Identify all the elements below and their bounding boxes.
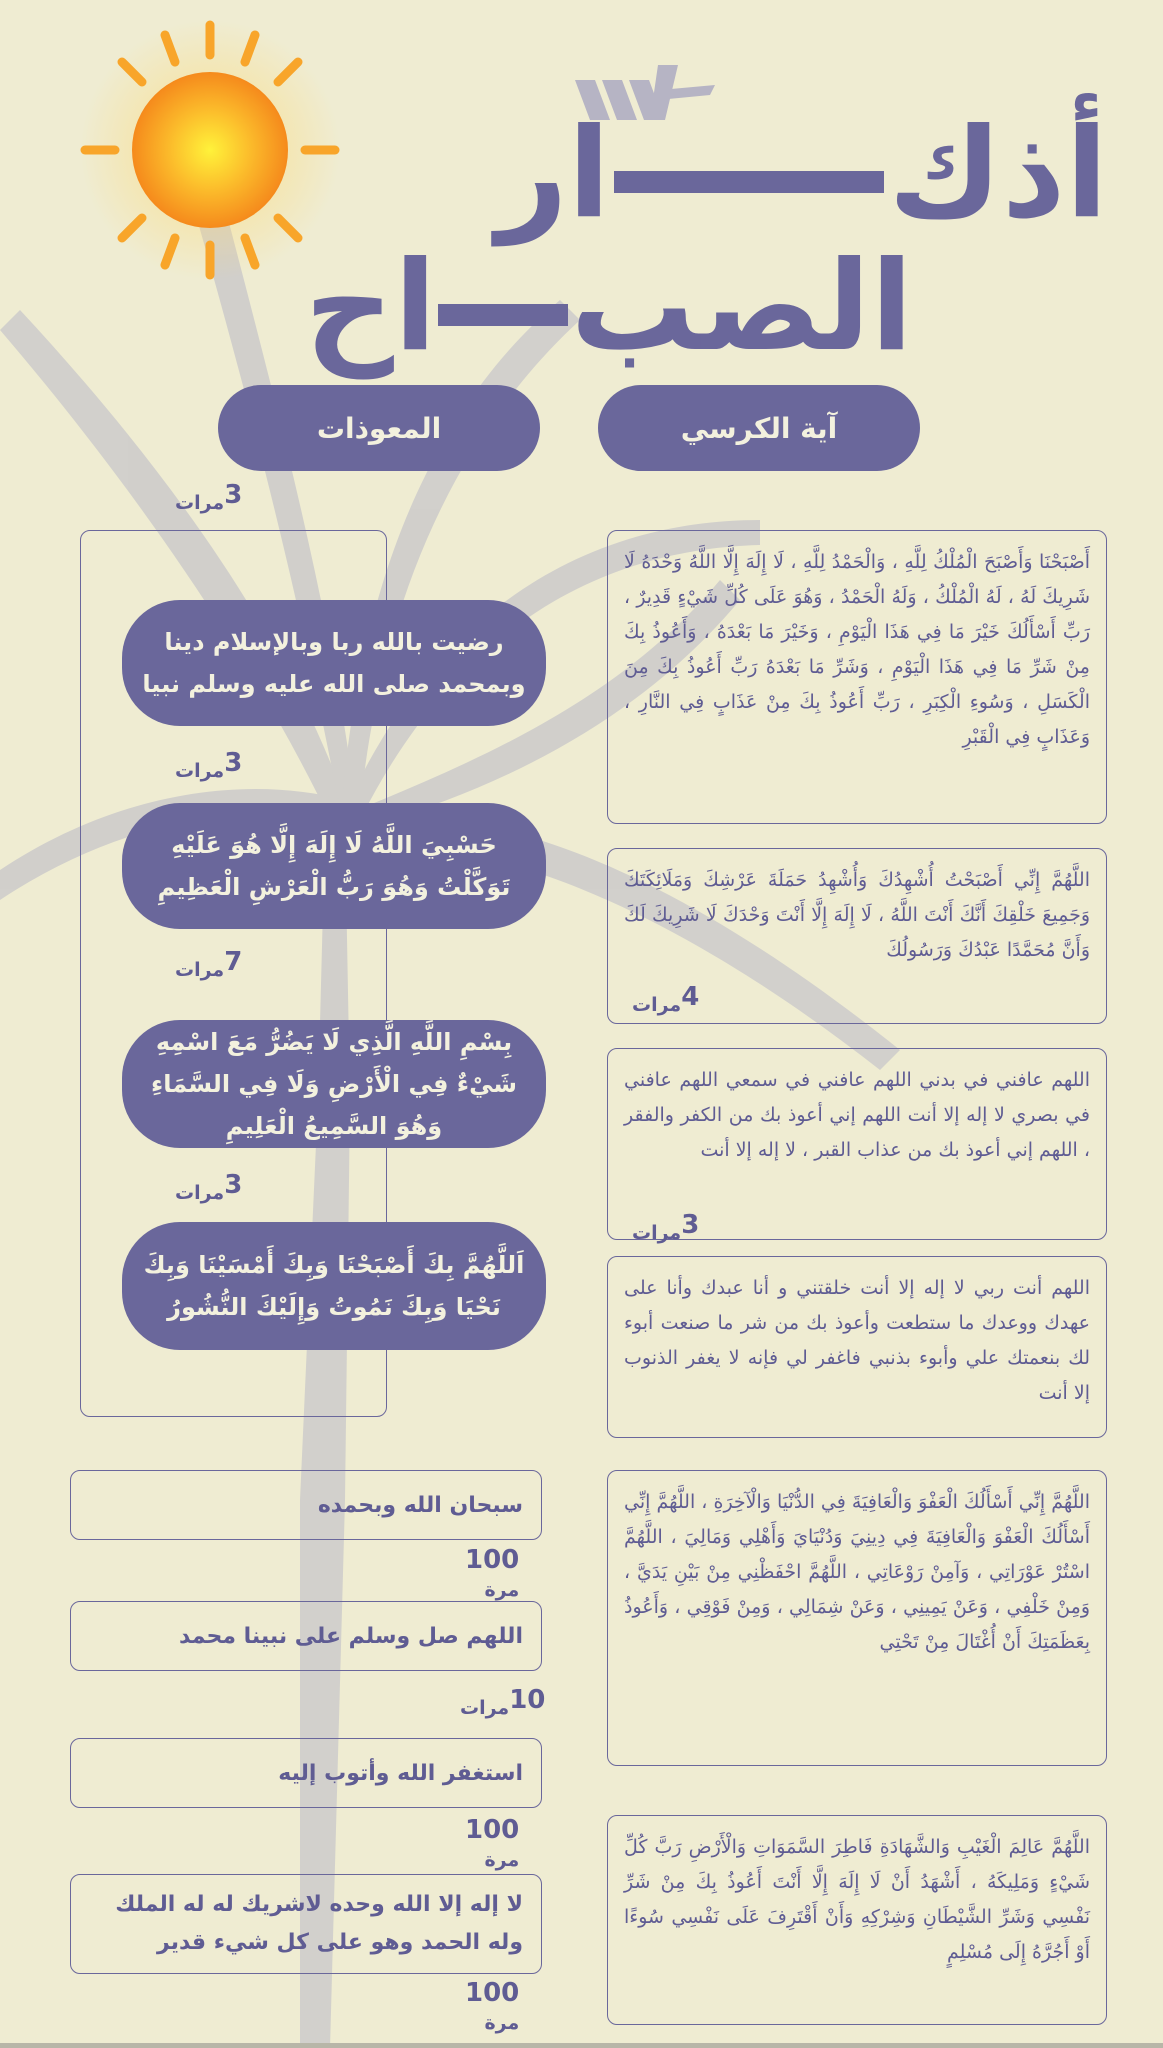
dhikr-box: اللهم أنت ربي لا إله إلا أنت خلقتني و أنا عبدك وأنا على عهدك ووعدك ما ستطعت وأعوذ بك من شر ما صنعت أبوء لك بنعمتك علي وأبوء بذنبي فاغفر لي فإنه لا يغفر الذنوب إلا أنت	[607, 1256, 1107, 1438]
page-title-line1: أذكار	[496, 102, 1108, 246]
count-label: 3مرات	[175, 1170, 243, 1204]
dhikr-pill: بِسْمِ اللَّهِ الَّذِي لَا يَضُرُّ مَعَ اسْمِهِ شَيْءٌ فِي الْأَرْضِ وَلَا فِي السَّمَاءِ وَهُوَ السَّمِيعُ الْعَلِيمِ	[122, 1020, 546, 1148]
dhikr-box: اللَّهُمَّ إِنِّي أَسْأَلُكَ الْعَفْوَ وَالْعَافِيَةَ فِي الدُّنْيَا وَالْآخِرَةِ ، اللَّهُمَّ إِنِّي أَسْأَلُكَ الْعَفْوَ وَالْعَافِيَةَ فِي دِينِيَ وَدُنْيَايَ وَأَهْلِي وَمَالِيَ ، اللَّهُمَّ اسْتُرْ عَوْرَاتِي ، وَآمِنْ رَوْعَاتِي ، اللَّهُمَّ احْفَظْنِي مِنْ بَيْنِ يَدَيَّ ، وَمِنْ خَلْفِي ، وَعَنْ يَمِينِي ، وَعَنْ شِمَالِي ، وَمِنْ فَوْقِي ، وَأَعُوذُ بِعَظَمَتِكَ أَنْ أُغْتَالَ مِنْ تَحْتِي	[607, 1470, 1107, 1766]
count-label: 3مرات	[175, 748, 243, 782]
tasbih-box: سبحان الله وبحمده	[70, 1470, 542, 1540]
dhikr-box: أَصْبَحْنَا وَأَصْبَحَ الْمُلْكُ لِلَّهِ ، وَالْحَمْدُ لِلَّهِ ، لَا إِلَهَ إِلَّا اللَّهُ وَحْدَهُ لَا شَرِيكَ لَهُ ، لَهُ الْمُلْكُ ، وَلَهُ الْحَمْدُ ، وَهُوَ عَلَى كُلِّ شَيْءٍ قَدِيرٌ ، رَبِّ أَسْأَلُكَ خَيْرَ مَا فِي هَذَا الْيَوْمِ ، وَخَيْرَ مَا بَعْدَهُ ، وَأَعُوذُ بِكَ مِنْ شَرِّ مَا فِي هَذَا الْيَوْمِ ، وَشَرِّ مَا بَعْدَهُ رَبِّ أَعُوذُ بِكَ مِنَ الْكَسَلِ ، وَسُوءِ الْكِبَرِ ، رَبِّ أَعُوذُ بِكَ مِنْ عَذَابٍ فِي النَّارِ ، وَعَذَابٍ فِي الْقَبْرِ	[607, 530, 1107, 824]
count-label: 100 مرة	[465, 1545, 520, 1601]
dhikr-box: اللَّهُمَّ عَالِمَ الْغَيْبِ وَالشَّهَادَةِ فَاطِرَ السَّمَوَاتِ وَالْأَرْضِ رَبَّ كُلِّ شَيْءٍ وَمَلِيكَهُ ، أَشْهَدُ أَنْ لَا إِلَهَ إِلَّا أَنْتَ أَعُوذُ بِكَ مِنْ شَرِّ نَفْسِي وَشَرِّ الشَّيْطَانِ وَشِرْكِهِ وَأَنْ أَقْتَرِفَ عَلَى نَفْسِي سُوءًا أَوْ أَجُرَّهُ إِلَى مُسْلِمٍ	[607, 1815, 1107, 2025]
count-label: 100 مرة	[465, 1815, 520, 1871]
count-label: 4مرات	[632, 982, 700, 1016]
dhikr-pill: حَسْبِيَ اللَّهُ لَا إِلَهَ إِلَّا هُوَ عَلَيْهِ تَوَكَّلْتُ وَهُوَ رَبُّ الْعَرْشِ الْعَظِيمِ	[122, 803, 546, 929]
count-label: 3مرات	[175, 480, 243, 514]
tab-ayat-alkursi[interactable]: آية الكرسي	[598, 385, 920, 471]
tasbih-box: لا إله إلا الله وحده لاشريك له له الملك وله الحمد وهو على كل شيء قدير	[70, 1874, 542, 1974]
dhikr-pill: رضيت بالله ربا وبالإسلام دينا وبمحمد صلى الله عليه وسلم نبيا	[122, 600, 546, 726]
count-label: 3مرات	[632, 1210, 700, 1244]
dhikr-box: اللَّهُمَّ إِنِّي أَصْبَحْتُ أُشْهِدُكَ وَأُشْهِدُ حَمَلَةَ عَرْشِكَ وَمَلَائِكَتَكَ وَجَمِيعَ خَلْقِكَ أَنَّكَ أَنْتَ اللَّهُ ، لَا إِلَهَ إِلَّا أَنْتَ وَحْدَكَ لَا شَرِيكَ لَكَ وَأَنَّ مُحَمَّدًا عَبْدُكَ وَرَسُولُكَ	[607, 848, 1107, 1024]
page-title-line2: الصباح	[304, 235, 913, 379]
dhikr-pill: اَللَّهُمَّ بِكَ أَصْبَحْنَا وَبِكَ أَمْسَيْنَا وَبِكَ نَحْيَا وَبِكَ نَمُوتُ وَإِلَيْكَ النُّشُورُ	[122, 1222, 546, 1350]
dhikr-box: اللهم عافني في بدني اللهم عافني في سمعي اللهم عافني في بصري لا إله إلا أنت اللهم إني أعوذ بك من الكفر والفقر ، اللهم إني أعوذ بك من عذاب القبر ، لا إله إلا أنت	[607, 1048, 1107, 1240]
count-label: 7مرات	[175, 947, 243, 981]
tasbih-box: اللهم صل وسلم على نبينا محمد	[70, 1601, 542, 1671]
tab-almuawwidhat[interactable]: المعوذات	[218, 385, 540, 471]
bottom-border	[0, 2043, 1163, 2048]
tasbih-box: استغفر الله وأتوب إليه	[70, 1738, 542, 1808]
count-label: 10مرات	[460, 1685, 546, 1719]
count-label: 100 مرة	[465, 1978, 520, 2034]
